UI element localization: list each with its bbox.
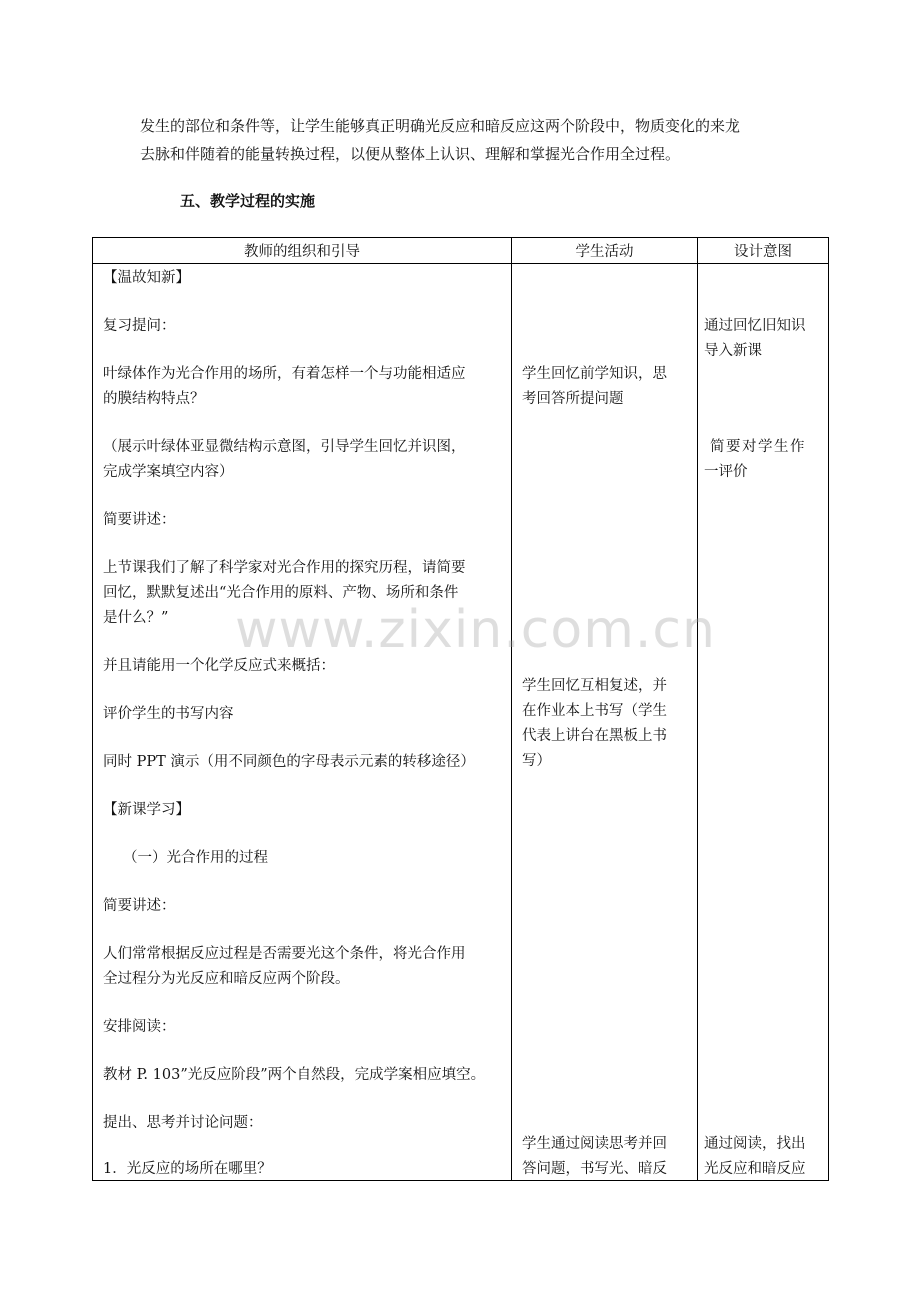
text-line: 学生回忆前学知识，思	[522, 366, 667, 382]
teacher-guidance-cell	[93, 264, 512, 1181]
text-line: 简要讲述：	[103, 512, 176, 528]
text-line: 简要对学生作	[710, 439, 806, 455]
header-design: 设计意图	[698, 238, 829, 264]
section-title: 五、教学过程的实施	[180, 192, 316, 210]
text-line: 1．光反应的场所在哪里？	[103, 1161, 272, 1177]
text-line: 答问题，书写光、暗反	[522, 1161, 667, 1177]
text-line: 评价学生的书写内容	[103, 706, 234, 722]
text-line: 【温故知新】	[103, 270, 190, 286]
text-line: 考回答所提问题	[522, 391, 624, 407]
text-line: 写）	[522, 753, 551, 769]
text-line: 人们常常根据反应过程是否需要光这个条件，将光合作用	[103, 946, 466, 962]
text-line: 安排阅读：	[103, 1019, 176, 1035]
text-line: 在作业本上书写（学生	[522, 703, 667, 719]
table-header-row	[93, 238, 829, 264]
text-line: 教材 P. 103”光反应阶段”两个自然段，完成学案相应填空。	[103, 1067, 486, 1083]
text-line: 上节课我们了解了科学家对光合作用的探究历程，请简要	[103, 560, 466, 576]
text-line: 【新课学习】	[103, 802, 190, 818]
text-line: （展示叶绿体亚显微结构示意图，引导学生回忆并识图，	[103, 439, 466, 455]
text-line: 一评价	[704, 464, 748, 480]
text-line: 通过回忆旧知识	[704, 318, 806, 334]
text-line: 复习提问：	[103, 318, 176, 334]
design-intent-cell	[698, 264, 829, 1181]
intro-line: 去脉和伴随着的能量转换过程，以便从整体上认识、理解和掌握光合作用全过程。	[140, 145, 681, 163]
table-row	[93, 264, 829, 1181]
text-line: 全过程分为光反应和暗反应两个阶段。	[103, 971, 350, 987]
text-line: 学生回忆互相复述，并	[522, 678, 667, 694]
intro-line: 发生的部位和条件等，让学生能够真正明确光反应和暗反应这两个阶段中，物质变化的来龙	[140, 117, 741, 135]
watermark: www.zixin.com.cn	[235, 600, 716, 660]
text-line: 提出、思考并讨论问题：	[103, 1115, 263, 1131]
text-line: 简要讲述：	[103, 898, 176, 914]
text-line: 的膜结构特点？	[103, 391, 205, 407]
header-teacher: 教师的组织和引导	[93, 238, 512, 264]
text-line: 学生通过阅读思考并回	[522, 1136, 667, 1152]
text-line: 代表上讲台在黑板上书	[522, 728, 667, 744]
text-line: （一）光合作用的过程	[123, 850, 268, 866]
teaching-process-table	[92, 237, 829, 1181]
text-line: 并且请能用一个化学反应式来概括：	[103, 658, 335, 674]
text-line: 同时 PPT 演示（用不同颜色的字母表示元素的转移途径）	[103, 754, 475, 770]
text-line: 光反应和暗反应	[704, 1161, 806, 1177]
text-line: 回忆，默默复述出“光合作用的原料、产物、场所和条件	[103, 585, 459, 601]
header-student: 学生活动	[512, 238, 698, 264]
student-activity-cell	[512, 264, 698, 1181]
text-line: 是什么？”	[103, 610, 169, 626]
text-line: 通过阅读，找出	[704, 1136, 806, 1152]
text-line: 叶绿体作为光合作用的场所，有着怎样一个与功能相适应	[103, 366, 466, 382]
text-line: 完成学案填空内容）	[103, 464, 234, 480]
text-line: 导入新课	[704, 343, 762, 359]
intro-paragraph	[140, 112, 800, 168]
